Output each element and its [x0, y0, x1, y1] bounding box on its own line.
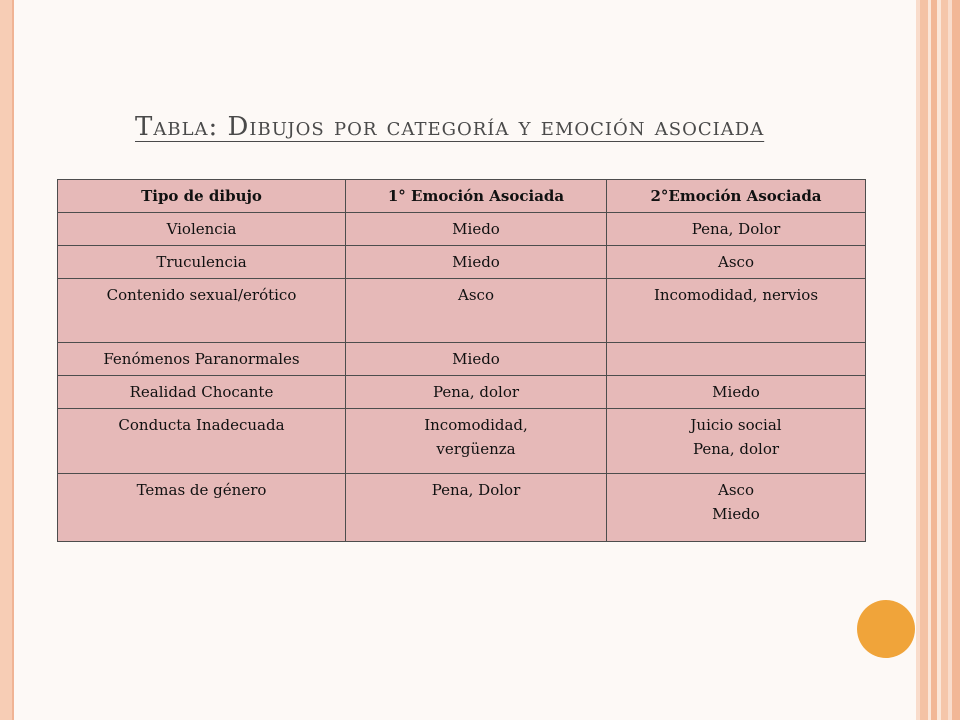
- cell-line: Incomodidad,: [424, 416, 528, 434]
- right-frame-bars: [916, 0, 960, 720]
- slide-title: Tabla: Dibujos por categoría y emoción asociada: [135, 112, 765, 142]
- cell-tipo: Temas de género: [58, 474, 346, 542]
- cell-emocion-1: Pena, Dolor: [346, 474, 607, 542]
- cell-emocion-2: Asco: [607, 246, 866, 279]
- table-row: [58, 246, 866, 279]
- cell-emocion-2: Pena, Dolor: [607, 213, 866, 246]
- cell-tipo: Realidad Chocante: [58, 376, 346, 409]
- cell-emocion-1: Miedo: [346, 343, 607, 376]
- header-emocion-1: 1° Emoción Asociada: [346, 180, 607, 213]
- cell-tipo: Violencia: [58, 213, 346, 246]
- decorative-circle: [857, 600, 915, 658]
- cell-line: Pena, dolor: [692, 440, 780, 458]
- cell-emocion-1: Miedo: [346, 213, 607, 246]
- cell-emocion-2: [607, 343, 866, 376]
- left-frame-line: [12, 0, 14, 720]
- table-row: [58, 343, 866, 376]
- cell-emocion-1: Asco: [346, 279, 607, 343]
- table-row: [58, 213, 866, 246]
- cell-line: Miedo: [712, 505, 760, 523]
- table-header-row: [58, 180, 866, 213]
- cell-emocion-1: [346, 409, 607, 474]
- cell-emocion-1: Miedo: [346, 246, 607, 279]
- cell-emocion-2: [607, 409, 866, 474]
- header-emocion-2: 2°Emoción Asociada: [607, 180, 866, 213]
- cell-emocion-1: Pena, dolor: [346, 376, 607, 409]
- cell-tipo: Contenido sexual/erótico: [58, 279, 346, 343]
- cell-emocion-2: Incomodidad, nervios: [607, 279, 866, 343]
- cell-line: Juicio social: [690, 416, 782, 434]
- table-row: [58, 376, 866, 409]
- cell-tipo: Truculencia: [58, 246, 346, 279]
- cell-line: vergüenza: [436, 440, 516, 458]
- cell-tipo: Fenómenos Paranormales: [58, 343, 346, 376]
- left-frame-bar: [0, 0, 12, 720]
- header-tipo: Tipo de dibujo: [58, 180, 346, 213]
- cell-tipo: Conducta Inadecuada: [58, 409, 346, 474]
- table-row: [58, 474, 866, 542]
- table-row: [58, 279, 866, 343]
- table-row: [58, 409, 866, 474]
- cell-emocion-2: Miedo: [607, 376, 866, 409]
- cell-emocion-2: [607, 474, 866, 542]
- emotion-table: [57, 179, 866, 542]
- cell-line: Asco: [718, 481, 754, 499]
